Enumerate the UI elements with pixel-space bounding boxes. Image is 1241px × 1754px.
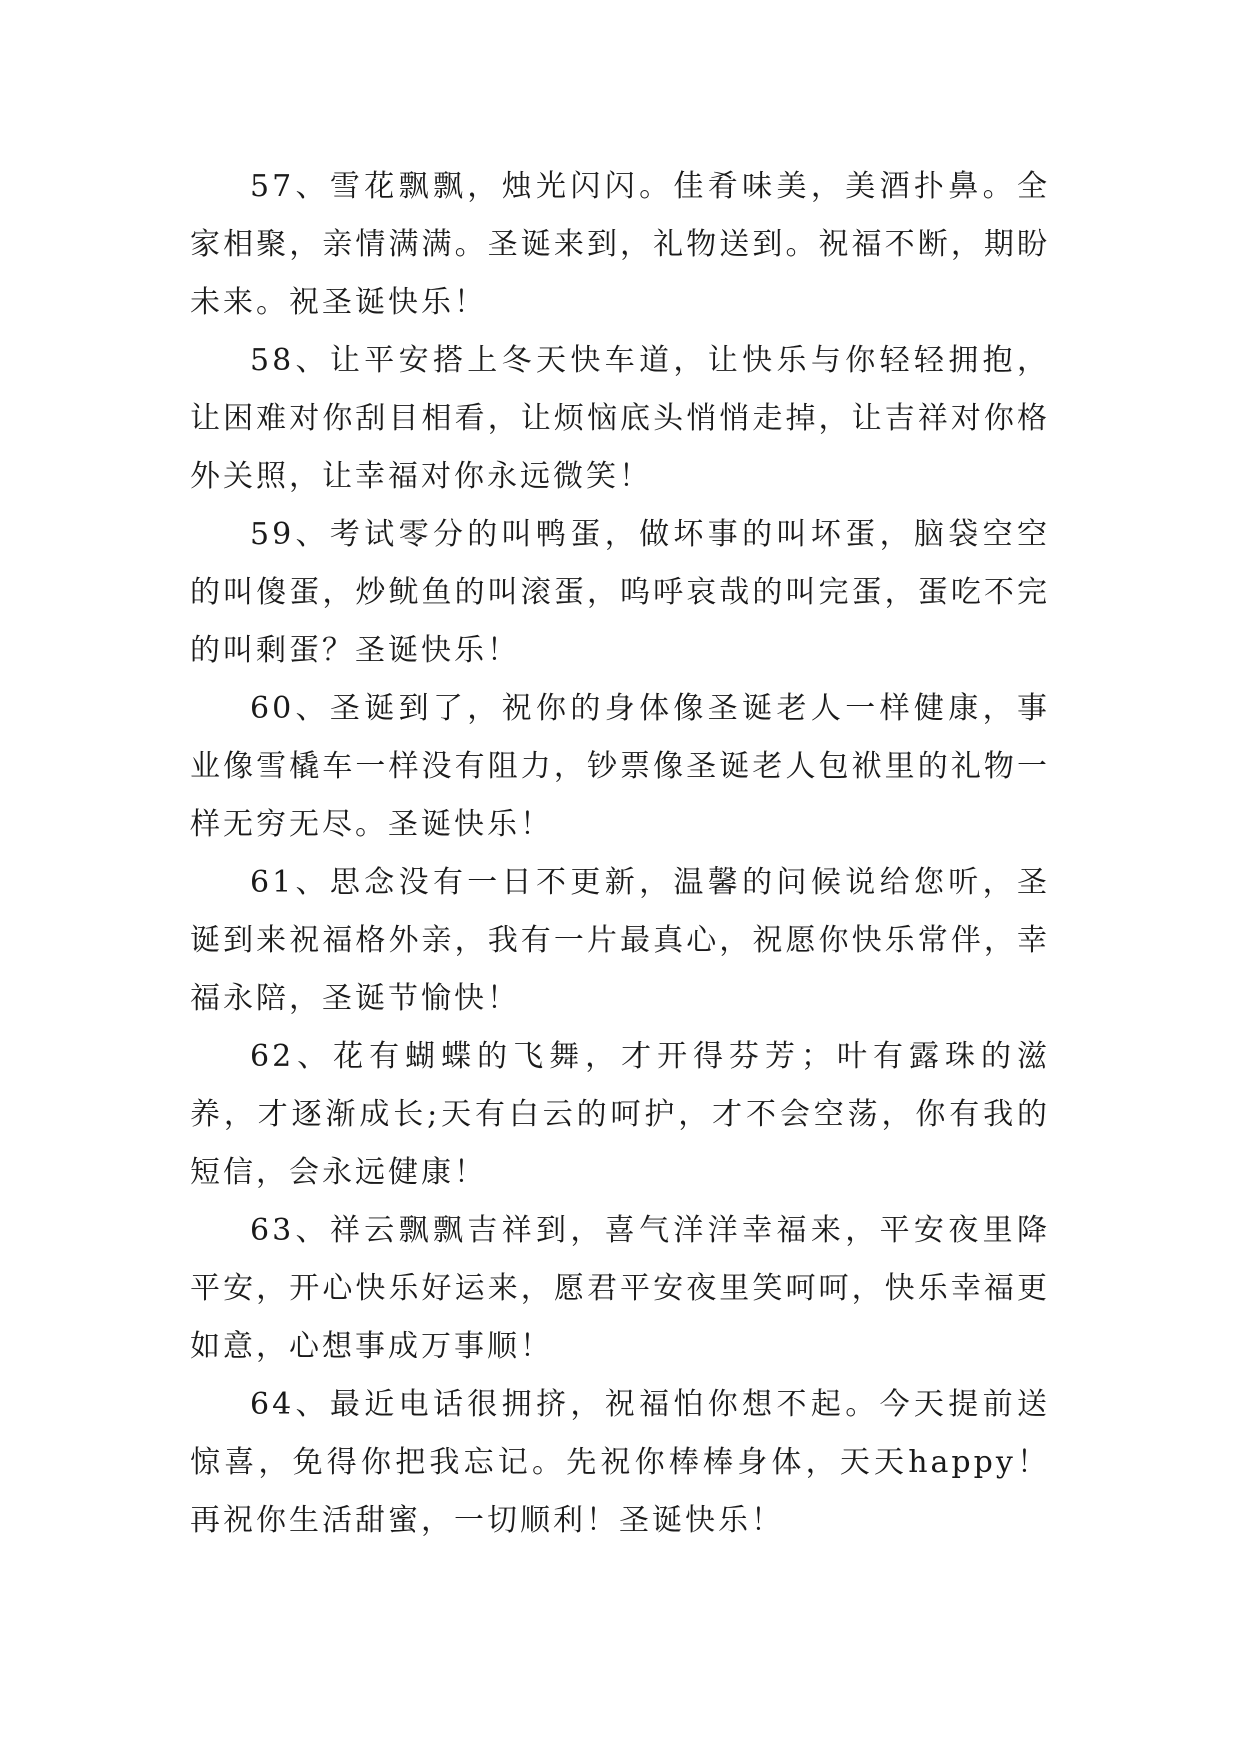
paragraph-60: 60、圣诞到了，祝你的身体像圣诞老人一样健康，事业像雪橇车一样没有阻力，钞票像圣诞老人包袱里的礼物一样无穷无尽。圣诞快乐！ bbox=[190, 691, 1050, 842]
document-body bbox=[190, 158, 1050, 1550]
paragraph-61: 61、思念没有一日不更新，温馨的问候说给您听，圣诞到来祝福格外亲，我有一片最真心，祝愿你快乐常伴，幸福永陪，圣诞节愉快！ bbox=[190, 865, 1050, 1016]
paragraph-59: 59、考试零分的叫鸭蛋，做坏事的叫坏蛋，脑袋空空的叫傻蛋，炒鱿鱼的叫滚蛋，呜呼哀哉的叫完蛋，蛋吃不完的叫剩蛋？圣诞快乐！ bbox=[190, 517, 1050, 668]
paragraph-58: 58、让平安搭上冬天快车道，让快乐与你轻轻拥抱，让困难对你刮目相看，让烦恼底头悄悄走掉，让吉祥对你格外关照，让幸福对你永远微笑！ bbox=[190, 343, 1050, 494]
paragraph-63: 63、祥云飘飘吉祥到，喜气洋洋幸福来，平安夜里降平安，开心快乐好运来，愿君平安夜里笑呵呵，快乐幸福更如意，心想事成万事顺！ bbox=[190, 1213, 1050, 1364]
paragraph-62: 62、花有蝴蝶的飞舞，才开得芬芳；叶有露珠的滋养，才逐渐成长;天有白云的呵护，才不会空荡，你有我的短信，会永远健康！ bbox=[190, 1039, 1050, 1190]
paragraph-57: 57、雪花飘飘，烛光闪闪。佳肴味美，美酒扑鼻。全家相聚，亲情满满。圣诞来到，礼物送到。祝福不断，期盼未来。祝圣诞快乐！ bbox=[190, 169, 1050, 320]
paragraph-64: 64、最近电话很拥挤，祝福怕你想不起。今天提前送惊喜，免得你把我忘记。先祝你棒棒身体，天天happy！再祝你生活甜蜜，一切顺利！圣诞快乐！ bbox=[190, 1387, 1050, 1538]
